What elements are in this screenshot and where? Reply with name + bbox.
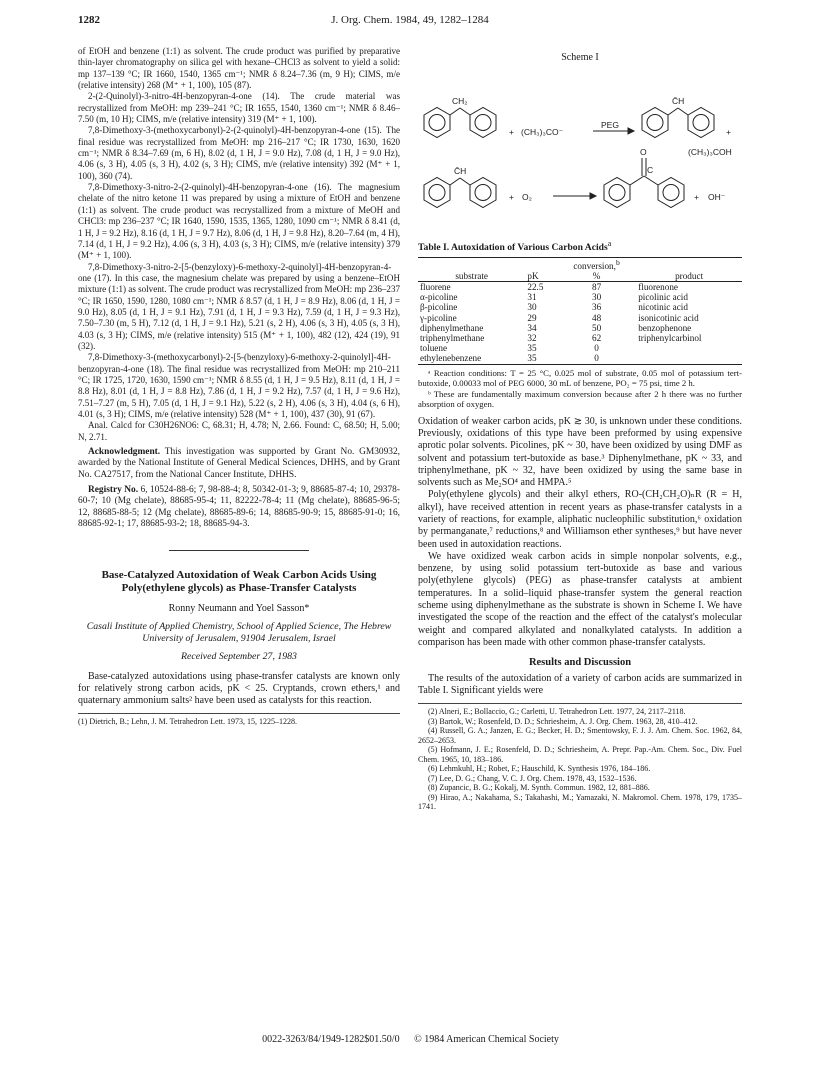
carbanion-label: C̄H [454,166,467,176]
ch2-label: CH₂ [452,96,468,106]
col-header-pk: pK [527,270,539,281]
page-footer [0,1034,821,1045]
table-row: ethylenebenzene 35 0 [418,353,742,364]
article-title: Base-Catalyzed Autoxidation of Weak Carbon Acids Using Poly(ethylene glycols) as Phase-Transfer Catalysts [101,569,377,595]
acknowledgment-text: This investigation was supported by Grant No. GM30932, awarded by the National Institute of General Medical Sciences, DHHS, and by Grant No. CA27517, from the National Cancer Institute, DHHS. [78,447,400,480]
registry-text: 6, 10524-88-6; 7, 98-88-4; 8, 50342-01-3; 9, 88685-87-4; 10, 29378-60-7; 10 (Mg chelate), 88685-95-4; 11, 82222-78-4; 11 (Mg chelate), 88685-96-5; 12, 88685-88-5; 12 (Mg chelate), 88685-89-6; 14, 88685-90-9; 15, 88685-91-0; 16, 88685-92-1; 17, 88685-93-2; 18, 88685-94-3. [78,484,400,529]
acknowledgment-label: Acknowledgment. [88,447,161,458]
body-paragraph: The results of the autoxidation of a variety of carbon acids are summarized in Table I. Significant yields were [418,672,742,696]
reference-item: (6) Lehmkuhl, H.; Robet, F.; Hauschild, K. Synthesis 1976, 184–186. [428,764,651,774]
running-header [78,14,742,32]
registry-label: Registry No. [88,484,139,495]
benzene-ring-icon [658,178,684,208]
table-title [418,238,742,254]
table-row: α-picoline 31 30 picolinic acid [420,292,688,303]
reference-item: (3) Bartok, W.; Rosenfeld, D. D.; Schriesheim, A. J. Org. Chem. 1963, 28, 410–412. [428,716,698,726]
table-row: γ-picoline 29 48 isonicotinic acid [420,312,699,323]
article-intro: Base-catalyzed autoxidations using phase-transfer catalysts are known only for relatively strong carbon acids, pK < 25. Cryptands, crown ethers,¹ and quaternary ammonium salts² have been used as catalysts for this reaction. [78,670,400,707]
benzene-ring-icon [642,108,668,138]
carbonyl-carbon-label: C [647,165,654,175]
reference-item: (2) Alneri, E.; Bollaccio, G.; Carletti, U. Tetrahedron Lett. 1977, 24, 2117–2118. [428,707,686,717]
journal-citation: J. Org. Chem. 1984, 49, 1282–1284 [331,14,489,26]
scheme-title: Scheme I [561,52,599,63]
reference-item: (9) Hirao, A.; Nakahama, S.; Takahashi, M.; Yamazaki, N. Makromol. Chem. 1978, 179, 1735–1741. [418,792,742,812]
benzene-ring-icon [470,108,496,138]
page-number: 1282 [78,14,100,26]
table-footnote-b: ᵇ These are fundamentally maximum conversion because after 2 h there was no further absorption of oxygen. [418,388,742,410]
reference-item: (8) Zupancic, B. G.; Kokalj, M. Synth. Commun. 1982, 12, 881–886. [428,783,650,793]
carbanion-label: C̄H [672,96,685,106]
acknowledgment [78,447,400,481]
footer-code: 0022-3263/84/1949-1282$01.50/0 [262,1034,400,1045]
col-header-product: product [675,270,704,281]
section-divider [169,550,309,551]
references [418,703,742,812]
table-row: fluorene 22.5 87 fluorenone [420,282,678,292]
plus-sign: + [509,192,514,202]
registry-numbers [78,485,400,530]
experimental-paragraph: 7,8-Dimethoxy-3-nitro-2-[5-(benzyloxy)-6-methoxy-2-quinolyl]-4H-benzopyran-4-one (17). In this case, the magnesium chelate was prepared by using a benzene–EtOH mixture (1:1) as solvent. The crude product was recrystallized from MeOH: mp 236–237 °C; IR 1650, 1590, 1280, 1080 cm⁻¹; NMR δ 8.57 (d, 1 H, J = 8.9 Hz), 8.06 (d, 1 H, J = 9.0 Hz), 8.05 (d, 1 H, J = 9.1 Hz), 7.91 (d, 1 H, J = 9.3 Hz), 7.59 (d, 1 H, J = 9.3 Hz), 7.50–7.30 (m, 5 H), 7.12 (d, 1 H, J = 9.1 Hz), 5.21 (s, 2 H), 4.06 (s, 3 H), 4.05 (s, 3 H), 4.03 (s, 3 H); CIMS, m/e (relative intensity) 515 (M⁺ + 1, 100), 482 (12), 424 (19), 91 (32). [78,261,400,351]
benzene-ring-icon [688,108,714,138]
right-column [418,46,742,812]
reference-item: (4) Russell, G. A.; Janzen, E. G.; Becker, H. D.; Smentowsky, F. J. J. Am. Chem. Soc. 1962, 84, 2652–2653. [418,726,742,745]
col-header-conversion-unit: % [592,270,601,281]
experimental-paragraph: 7,8-Dimethoxy-3-(methoxycarbonyl)-2-(2-quinolyl)-4H-benzopyran-4-one (15). The final residue was recrystallized from MeOH: mp 216–217 °C; IR 1730, 1630, 1620 cm⁻¹; NMR δ 8.34–7.69 (m, 6 H), 8.02 (d, 1 H, J = 9.0 Hz), 7.08 (d, 1 H, J = 9.0 Hz), 4.06 (s, 3 H), 4.05 (s, 3 H), 4.02 (s, 3 H); CIMS, m/e (relative intensity) 392 (M⁺ + 1, 100), 360 (74). [78,125,400,181]
table-row: toluene 35 0 [420,343,599,354]
main-text [418,416,742,698]
table-row: triphenylmethane 32 62 triphenylcarbinol [420,333,702,344]
table-title-note: a [607,239,612,248]
tbuoh-label: (CH₃)₃COH [688,147,732,157]
benzene-ring-icon [470,178,496,208]
scheme-1 [418,46,742,236]
body-paragraph: Poly(ethylene glycols) and their alkyl ethers, RO-(CH₂CH₂O)ₙR (R = H, alkyl), have received attention in recent years as phase-transfer catalysts in a variety of reactions, for example, aliphatic nucleophilic substitution,⁶ oxidation by permanganate,⁷ reductions,⁸ and Williamson ether syntheses,⁹ but have never been used in autoxidation reactions. [418,489,742,550]
left-column [78,46,400,727]
experimental-paragraph: 7,8-Dimethoxy-3-(methoxycarbonyl)-2-[5-(benzyloxy)-6-methoxy-2-quinolyl]-4H-benzopyran-4-one (18). The final residue was recrystallized from MeOH: mp 210–211 °C; IR 1725, 1720, 1630, 1590 cm⁻¹; NMR δ 8.55 (d, 1 H, J = 9.5 Hz), 8.11 (d, 1 H, J = 8.8 Hz), 8.01 (d, 1 H, J = 8.8 Hz), 7.86 (d, 1 H, J = 9.2 Hz), 7.57 (d, 1 H, J = 9.6 Hz), 7.51–7.27 (m, 5 H), 7.05 (d, 1 H, J = 9.1 Hz), 5.22 (s, 2 H), 4.06 (s, 3 H), 4.04 (s, 6 H), 4.01 (s, 3 H); CIMS, m/e (relative intensity) 528 (M⁺ + 1, 100), 437 (30), 91 (67). [78,352,400,419]
body-paragraph: We have oxidized weak carbon acids in simple nonpolar solvents, e.g., benzene, by using solid potassium tert-butoxide as base and various poly(ethylene glycols) (PEG) as phase-transfer catalysts at ambient temperatures. In a solid–liquid phase-transfer system the general reaction scheme using diphenylmethane as the substrate is shown in Scheme I. We have investigated the scope of the reaction and the effect of the catalyst's molecular weight and compared alkylated and nonalkylated catalysts. In addition a comparison has been made with other common phase-transfer catalysts. [418,550,742,648]
footnote-1: (1) Dietrich, B.; Lehn, J. M. Tetrahedron Lett. 1973, 15, 1225–1228. [78,713,400,726]
col-header-conversion: conversion,$^b$ [573,257,620,271]
benzene-ring-icon [424,108,450,138]
article-institution: Casali Institute of Applied Chemistry, School of Applied Science, The Hebrew University of Jerusalem, 91904 Jerusalem, Israel [86,621,392,644]
table-footnote-a: ᵃ Reaction conditions: T = 25 °C, 0.025 mol of substrate, 0.05 mol of potassium tert-butoxide, 0.00033 mol of PEG 6000, 30 mL of benzene, PO₂ = 75 psi, time 2 h. [418,367,742,389]
analysis-paragraph: Anal. Calcd for C30H26NO6: C, 68.31; H, 4.78; N, 2.66. Found: C, 68.50; H, 5.00; N, 2.71. [78,420,400,442]
reference-item: (7) Lee, D. G.; Chang, V. C. J. Org. Chem. 1978, 43, 1532–1536. [428,773,637,783]
tbuo-label: (CH₃)₃CO⁻ [521,127,564,137]
table-row: β-picoline 30 36 nicotinic acid [420,302,688,313]
hydroxide-label: OH⁻ [708,192,726,202]
table-title-text: Table I. Autoxidation of Various Carbon Acids [418,242,608,254]
received-date: Received September 27, 1983 [181,651,297,663]
plus-sign: + [694,192,699,202]
body-paragraph: Oxidation of weaker carbon acids, pK ≳ 30, is unknown under these conditions. Previously, oxidations of this type have been preformed by using expensive aprotic polar solvents. Picolines, pK ~ 30, have been oxidized by using DMF as solvent and potassium tert-butoxide as base.³ Diphenylmethane, pK ~ 33, and triphenylmethane, pK ~ 32, have been oxidized by using the same base in solvents such as Me₂SO⁴ and HMPA.⁵ [418,415,742,489]
benzene-ring-icon [604,178,630,208]
table-1 [418,257,742,365]
col-header-substrate: substrate [455,270,489,281]
plus-sign: + [509,127,514,137]
carbonyl-oxygen-label: O [640,147,647,157]
article-authors: Ronny Neumann and Yoel Sasson* [168,603,310,615]
experimental-paragraph: 2-(2-Quinolyl)-3-nitro-4H-benzopyran-4-one (14). The crude material was recrystallized from MeOH: mp 239–241 °C; IR 1655, 1540, 1360 cm⁻¹; NMR δ 8.46–7.50 (m, 10 H); CIMS, m/e (relative intensity) 319 (M⁺ + 1, 100). [78,91,400,125]
oxygen-label: O₂ [522,192,532,202]
experimental-paragraph: of EtOH and benzene (1:1) as solvent. The crude product was purified by preparative thin-layer chromatography on silica gel with hexane–CHCl3 as solvent to yield a solid: mp 137–139 °C; IR 1660, 1540, 1365 cm⁻¹; NMR δ 8.24–7.36 (m, 9 H); CIMS, m/e (relative intensity) 268 (M⁺ + 1, 100), 105 (87). [78,46,400,91]
benzene-ring-icon [424,178,450,208]
experimental-paragraph: 7,8-Dimethoxy-3-nitro-2-(2-quinolyl)-4H-benzopyran-4-one (16). The magnesium chelate of the nitro ketone 11 was prepared by using a mixture of EtOH and benzene (1:1) as solvent. The crude product was recrystallized from a mixture of MeOH and CHCl3: mp 236–237 °C; IR 1640, 1590, 1535, 1365, 1280, 1090 cm⁻¹; NMR δ 8.41 (d, 1 H, J = 9.2 Hz), 8.16 (d, 1 H, J = 9.7 Hz), 8.06 (d, 1 H, J = 9.8 Hz), 8.20–7.64 (m, 4 H), 7.14 (d, 1 H, J = 9.2 Hz), 4.06 (s, 3 H), 4.03 (s, 3 H); CIMS, m/e (relative intensity) 379 (M⁺ + 1, 100). [78,182,400,261]
scheme-drawing [418,46,742,236]
peg-label: PEG [601,120,619,130]
footer-copyright: © 1984 American Chemical Society [414,1034,559,1045]
table-row: diphenylmethane 34 50 benzophenone [420,322,692,333]
plus-sign: + [726,127,731,137]
section-heading: Results and Discussion [528,657,632,669]
reference-item: (5) Hofmann, J. E.; Rosenfeld, D. D.; Schriesheim, A. Prepr. Pap.-Am. Chem. Soc., Div. Fuel Chem. 1965, 10, 183–186. [418,745,742,764]
